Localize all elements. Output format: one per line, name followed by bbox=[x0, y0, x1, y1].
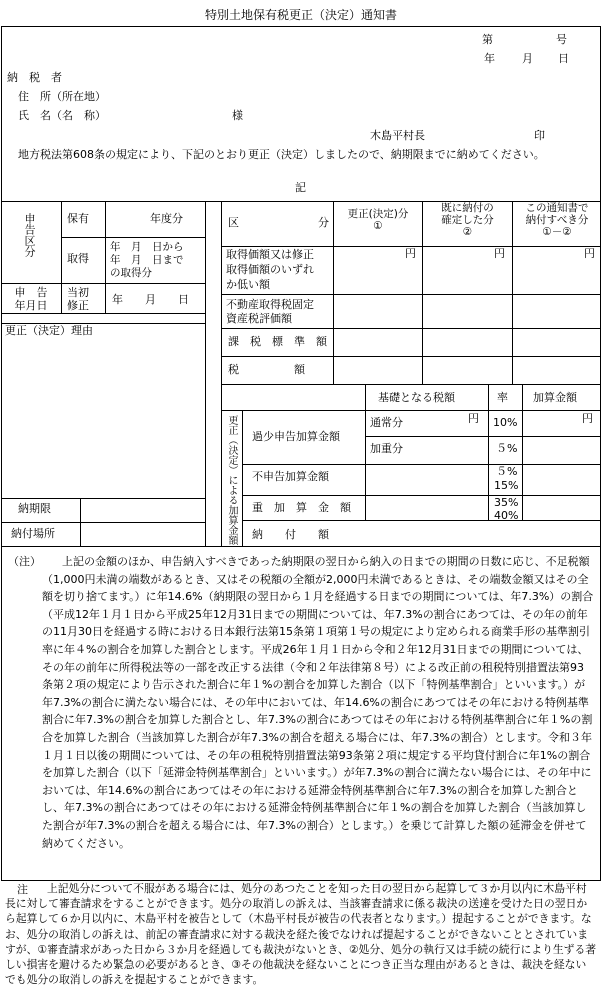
rate-5b: ５% bbox=[496, 465, 518, 478]
grid-line bbox=[1, 522, 205, 523]
column-nofu-subeki: この通知書で 納付すべき分 ①－② bbox=[525, 202, 589, 238]
kasan-vertical-label: 更正（決定）による加算金額 bbox=[226, 415, 237, 545]
bun-label: 分 bbox=[318, 216, 329, 229]
rate-15: 15% bbox=[494, 479, 519, 492]
grid-line bbox=[80, 498, 81, 546]
ku-label: 区 bbox=[228, 216, 239, 229]
shutoku-period-from: 年 月 日から bbox=[110, 241, 184, 253]
taxpayer-label: 納 税 者 bbox=[7, 71, 62, 84]
yen-unit: 円 bbox=[584, 247, 595, 260]
fushinkoku-label: 不申告加算金額 bbox=[252, 470, 329, 483]
grid-line bbox=[242, 520, 601, 521]
sama-label: 様 bbox=[232, 109, 243, 122]
kasho-label: 過少申告加算金額 bbox=[252, 430, 340, 443]
grid-line bbox=[242, 410, 243, 546]
nendo-label: 年度分 bbox=[150, 212, 183, 225]
yen-unit: 円 bbox=[494, 247, 505, 260]
notice-body: 地方税法第608条の規定により、下記のとおり更正（決定）しましたので、納期限までに納めてください。 bbox=[18, 148, 545, 161]
row-hyoka-gaku: 不動産取得税固定 資産税評価額 bbox=[226, 298, 314, 326]
note-text: 上記の金額のほか、申告納入すべきであった納期限の翌日から納入の日までの期間の日数に応じ、不足税額（1,000円未満の端数があるとき、又はその税額の全額が2,000円未満であるときは、その端数金額又はその全額を切り捨てます。）に年14.6%（納期限の翌日から１月を経過する日までの期間については、年7.3%）の割合（平成12年１月１日から平成25年12月31日までの期間については、年7.3%の割合にあつては、その年の前年の11月30日を経過する時における日本銀行法第15条第１項第１号の規定により定められる商業手形の基準割引率に年４%の割合を加算した割合とします。平成26年１月１日から令和２年12月31日までの期間については、その年の前年に所得税法等の一部を改正する法律（令和２年法律第８号）による改正前の租税特別措置法第93条第２項の規定により告示された割合に年１%の割合を加算した割合（以下「特例基準割合」といいます。）が年7.3%の割合に満たない場合には、その年中においては、年14.6%の割合にあつてはその年における特例基準割合に年7.3%の割合を加算した割合とし、年7.3%の割合にあつてはその年における特例基準割合に年１%の割合を加算した割合（当該加算した割合が年7.3%の割合を超える場合には、年7.3%の割合）とします。令和３年１月１日以後の期間については、その年の租税特別措置法第93条第２項に規定する平均貸付割合に年1%の割合を加算した割合（以下「延滞金特例基準割合」といいます。）が年7.3%の割合に満たない場合には、その年中においては、年14.6%の割合にあつてはその年における延滞金特例基準割合に年7.3%の割合を加算した割合とし、年7.3%の割合にあつてはその年における延滞金特例基準割合に年１%の割合を加算した割合（当該加算した割合が年7.3%の割合を超える場合には、年7.3%の割合）とします。）を乗じて計算した額の延滞金を併せて納めてください。 bbox=[42, 555, 594, 850]
yen-unit: 円 bbox=[468, 412, 479, 425]
note-label: （注） bbox=[8, 555, 41, 568]
grid-line bbox=[61, 201, 62, 313]
yen-unit: 円 bbox=[405, 247, 416, 260]
grid-line bbox=[221, 410, 601, 411]
shinkoku-kubun-label: 申告区分 bbox=[23, 213, 36, 257]
date-month-label: 月 bbox=[522, 52, 533, 65]
grid-line bbox=[365, 436, 601, 437]
grid-line bbox=[221, 384, 601, 385]
column-kosei: 更正(決定)分 ① bbox=[347, 208, 409, 233]
grid-line bbox=[1, 283, 205, 284]
number-go: 号 bbox=[556, 33, 567, 46]
yen-unit: 円 bbox=[582, 412, 593, 425]
grid-line bbox=[221, 356, 601, 357]
date-year-label: 年 bbox=[484, 52, 495, 65]
grid-line bbox=[488, 384, 489, 520]
shutoku-label: 取得 bbox=[67, 252, 89, 265]
rate-10: 10% bbox=[493, 416, 518, 429]
grid-line bbox=[1, 546, 601, 547]
shutoku-period-suffix: の取得分 bbox=[110, 267, 152, 279]
number-dai: 第 bbox=[482, 33, 493, 46]
rate-35: 35% bbox=[494, 496, 519, 509]
grid-line bbox=[221, 201, 222, 546]
row-zeigaku: 税 額 bbox=[228, 363, 305, 376]
grid-line bbox=[522, 384, 523, 520]
grid-top-line bbox=[1, 201, 601, 202]
page-title: 特別土地保有税更正（決定）通知書 bbox=[204, 8, 397, 22]
row-shutoku-kagaku: 取得価額又は修正 取得価額のいずれ か低い額 bbox=[226, 248, 314, 291]
row-kazei-hyojun: 課 税 標 準 額 bbox=[228, 335, 327, 348]
kiso-label: 基礎となる税額 bbox=[378, 391, 455, 404]
jukasan-label: 重 加 算 金 額 bbox=[252, 501, 351, 514]
grid-line bbox=[221, 328, 601, 329]
rate-5: ５% bbox=[496, 442, 518, 455]
shutoku-period-to: 年 月 日まで bbox=[110, 254, 184, 266]
grid-line bbox=[205, 323, 206, 546]
shinkoku-date-value: 年 月 日 bbox=[112, 293, 189, 306]
ki-label: 記 bbox=[295, 181, 306, 194]
grid-line bbox=[205, 201, 206, 323]
kasan-gaku-label: 加算金額 bbox=[533, 391, 577, 404]
tosho-label: 当初 bbox=[67, 286, 89, 299]
date-day-label: 日 bbox=[558, 52, 569, 65]
nofu-basho-label: 納付場所 bbox=[11, 527, 55, 540]
kaju-label: 加重分 bbox=[370, 442, 403, 455]
grid-line bbox=[365, 384, 366, 520]
name-label: 氏 名（名 称） bbox=[18, 109, 106, 122]
mayor-label: 木島平村長 bbox=[370, 129, 425, 142]
column-kizon: 既に納付の 確定した分 ② bbox=[441, 202, 494, 238]
shinkoku-date-label: 申 告 年月日 bbox=[14, 286, 48, 312]
shusei-label: 修正 bbox=[67, 299, 89, 312]
grid-line bbox=[1, 498, 205, 499]
address-label: 住 所（所在地） bbox=[18, 90, 106, 103]
grid-line bbox=[105, 201, 106, 313]
seal-mark: 印 bbox=[534, 129, 545, 142]
grid-line bbox=[61, 237, 205, 238]
footer-note-label: 注 bbox=[17, 883, 28, 896]
reason-label: 更正（決定）理由 bbox=[5, 324, 93, 337]
grid-line bbox=[242, 464, 601, 465]
footer-note-text: 上記処分について不服がある場合には、処分のあつたことを知った日の翌日から起算して３か月以内に木島平村長に対して審査請求をすることができます。処分の取消しの訴えは、当該審査請求に係る裁決の送達を受けた日の翌日から起算して６か月以内に、木島平村を被告として（木島平村長が被告の代表者となります。）提起することができます。なお、処分の取消しの訴えは、前記の審査請求に対する裁決を経た後でなければ提起することができないこととされていますが、①審査請求があった日から３か月を経過しても裁決がないとき、②処分、処分の執行又は手続の続行により生ずる著しい損害を避けるため緊急の必要があるとき、③その他裁決を経ないことにつき正当な理由があるときは、裁決を経ないでも処分の取消しの訴えを提起することができます。 bbox=[5, 882, 597, 987]
nouki-label: 納期限 bbox=[18, 502, 51, 515]
grid-line bbox=[242, 495, 601, 496]
rate-40: 40% bbox=[494, 509, 519, 522]
ritsu-label: 率 bbox=[497, 391, 508, 404]
grid-line bbox=[1, 313, 205, 314]
nofu-label: 納 付 額 bbox=[252, 528, 329, 541]
tsujo-label: 通常分 bbox=[370, 416, 403, 429]
grid-line bbox=[221, 294, 601, 295]
hoyu-label: 保有 bbox=[67, 212, 89, 225]
